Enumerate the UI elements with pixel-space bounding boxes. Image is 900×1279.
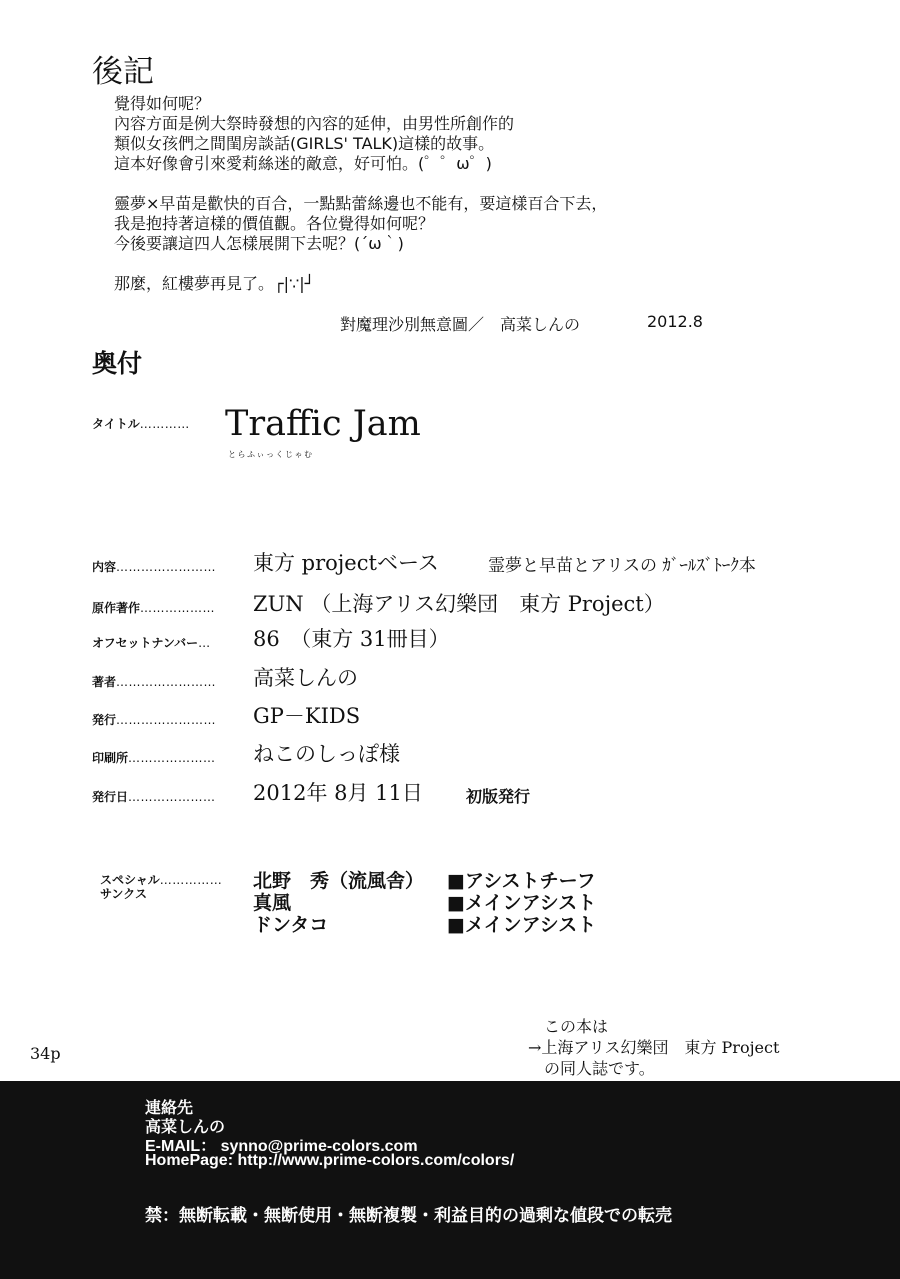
copyright-notice: 禁：無断転載・無断使用・無断複製・利益目的の過剰な値段での転売 (145, 1206, 672, 1225)
contact-footer (0, 1081, 900, 1279)
contact-label: 連絡先 (145, 1100, 194, 1117)
leader-dots: …………………… (116, 675, 217, 689)
afterword-line: 覺得如何呢？ (114, 94, 211, 113)
colophon-row-label (92, 671, 216, 690)
thanks-name: 北野 秀（流風舎） (253, 870, 425, 892)
doujin-note-line: の同人誌です。 (544, 1059, 655, 1078)
thanks-name: ドンタコ (253, 914, 329, 936)
colophon-row-label (92, 556, 216, 575)
homepage-row (145, 1152, 514, 1170)
colophon-row-label (92, 786, 216, 805)
afterword-signature: 對魔理沙別無意圖／ 高菜しんの (340, 315, 581, 334)
leader-dots: ………… (139, 417, 190, 431)
homepage-label: HomePage: (145, 1152, 234, 1169)
content-extra: 霊夢と早苗とアリスの ｶﾞｰﾙｽﾞﾄｰｸ本 (488, 556, 756, 576)
afterword-heading: 後記 (92, 54, 154, 90)
leader-dots: …………………… (116, 560, 217, 574)
content-label: 内容 (92, 560, 117, 574)
leader-dots: ………………… (128, 751, 216, 765)
title-label: タイトル (92, 417, 140, 431)
afterword-line: 今後要讓這四人怎樣展開下去呢？(´ω｀) (114, 234, 404, 253)
thanks-role: ■メインアシスト (447, 892, 597, 914)
thanks-role: ■メインアシスト (447, 914, 597, 936)
contact-name: 高菜しんの (145, 1119, 226, 1136)
publish-date-value: 2012年 8月 11日 (253, 781, 423, 805)
author-label: 著者 (92, 675, 117, 689)
leader-dots: …………………… (116, 713, 217, 727)
colophon-row-label (92, 597, 215, 616)
email-address[interactable]: synno@prime-colors.com (220, 1138, 418, 1155)
doujin-note-line: この本は (544, 1017, 609, 1036)
afterword-line: 靈夢×早苗是歡快的百合，一點點蕾絲邊也不能有，要這樣百合下去， (114, 194, 608, 213)
thanks-name: 真風 (253, 892, 292, 914)
publisher-value: GP－KIDS (253, 704, 361, 728)
email-label: E-MAIL： (145, 1138, 217, 1155)
content-value: 東方 projectベース (253, 551, 439, 575)
author-value: 高菜しんの (253, 666, 358, 690)
offset-number-value: 86 （東方 31冊目） (253, 627, 450, 651)
printer-label: 印刷所 (92, 751, 129, 765)
page-number: 34p (30, 1044, 61, 1063)
leader-dots: …………… (159, 873, 223, 887)
original-work-value: ZUN （上海アリス幻樂団 東方 Project） (253, 592, 665, 616)
colophon-heading: 奥付 (92, 349, 143, 378)
leader-dots: … (198, 636, 211, 650)
original-work-label: 原作著作 (92, 601, 141, 615)
afterword-signature-date: 2012.8 (647, 312, 703, 331)
colophon-row-label (92, 632, 211, 651)
afterword-line: 這本好像會引來愛莉絲迷的敵意，好可怕。(゜゜ω゜) (114, 154, 492, 173)
colophon-row-label (92, 747, 216, 766)
afterword-line: 那麼，紅樓夢再見了。┌|∵|┘ (114, 274, 315, 293)
thanks-role: ■アシストチーフ (447, 870, 596, 892)
special-thanks-label-2: サンクス (100, 887, 148, 901)
book-title: Traffic Jam (225, 404, 421, 444)
book-title-reading: とらふぃっくじゃむ (228, 450, 314, 459)
first-edition-note: 初版発行 (466, 787, 531, 806)
offset-number-label: オフセットナンバー (92, 636, 199, 650)
homepage-link[interactable]: http://www.prime-colors.com/colors/ (237, 1152, 515, 1169)
title-label-row (92, 413, 190, 432)
leader-dots: ………………… (128, 790, 216, 804)
publisher-label: 発行 (92, 713, 117, 727)
doujin-note (528, 1016, 779, 1079)
leader-dots: ……………… (140, 601, 216, 615)
doujin-note-line: →上海アリス幻樂団 東方 Project (528, 1038, 780, 1057)
afterword-line: 類似女孩們之間閨房談話(GIRLS' TALK)這樣的故事。 (114, 134, 495, 153)
afterword-line: 我是抱持著這樣的價值觀。各位覺得如何呢？ (114, 214, 435, 233)
printer-value: ねこのしっぽ様 (253, 742, 400, 766)
afterword-line: 內容方面是例大祭時發想的內容的延伸，由男性所創作的 (114, 114, 515, 133)
special-thanks-label: スペシャル…………… (100, 873, 223, 887)
publish-date-label: 発行日 (92, 790, 129, 804)
colophon-row-label (92, 709, 216, 728)
